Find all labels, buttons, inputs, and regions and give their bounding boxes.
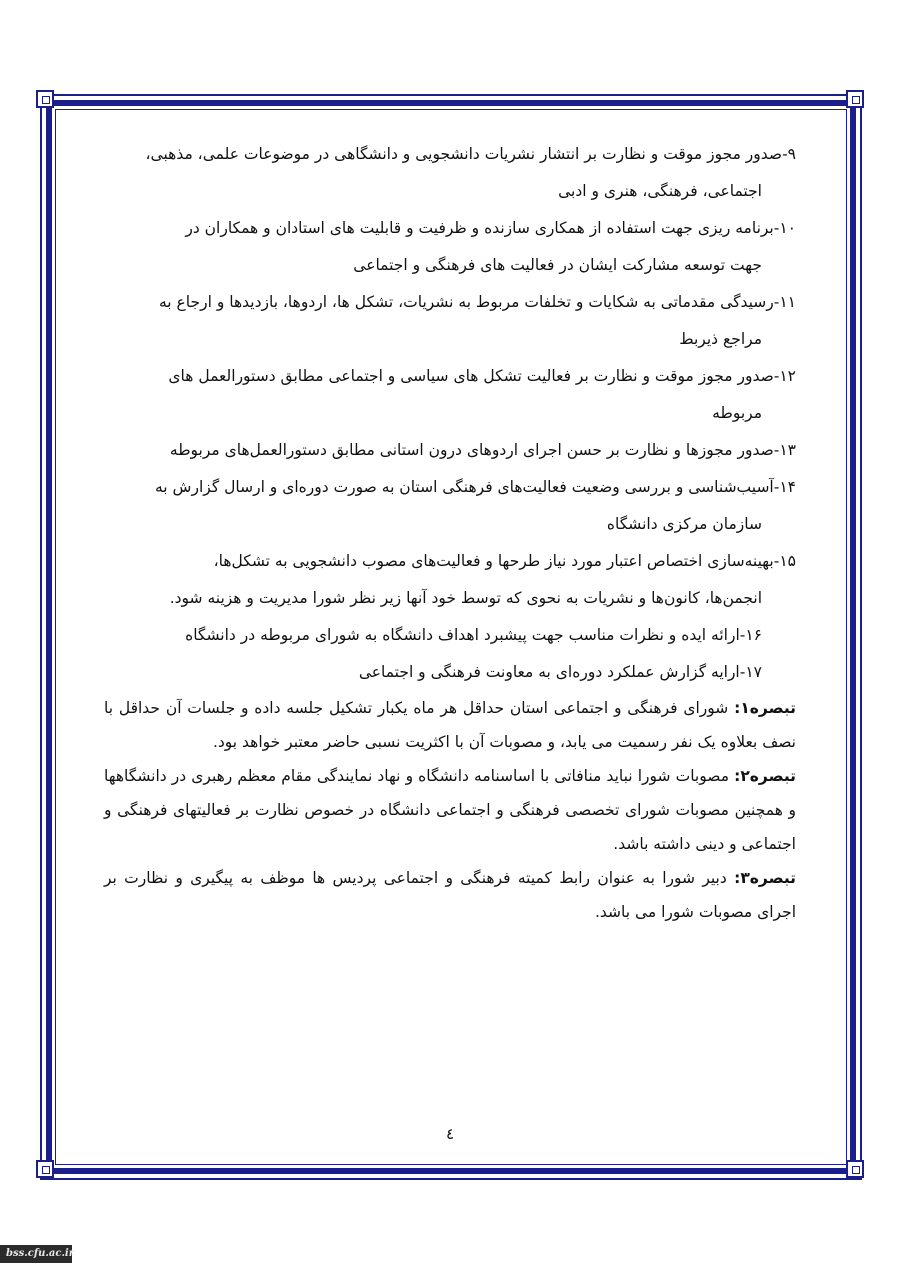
border-corner-ornament bbox=[846, 1160, 864, 1178]
document-body bbox=[104, 136, 796, 929]
note-label: تبصره۱: bbox=[734, 699, 796, 717]
list-item: ۱۶-ارائه ایده و نظرات مناسب جهت پیشبرد اهداف دانشگاه به شورای مربوطه در دانشگاه bbox=[185, 626, 762, 644]
border-corner-ornament bbox=[846, 90, 864, 108]
note-paragraph bbox=[104, 691, 796, 759]
list-item: ۱۳-صدور مجوزها و نظارت بر حسن اجرای اردوهای درون استانی مطابق دستورالعمل‌های مربوطه bbox=[169, 441, 796, 459]
note-label: تبصره۳: bbox=[734, 869, 796, 887]
list-item: ۱۴-آسیب‌شناسی و بررسی وضعیت فعالیت‌های فرهنگی استان به صورت دوره‌ای و ارسال گزارش به سازمان مرکزی دانشگاه bbox=[155, 478, 796, 533]
list-item: ۱۲-صدور مجوز موقت و نظارت بر فعالیت تشکل های سیاسی و اجتماعی مطابق دستورالعمل های مربوطه bbox=[168, 367, 796, 422]
site-watermark: bss.cfu.ac.ir bbox=[0, 1245, 72, 1263]
note-text: شورای فرهنگی و اجتماعی استان حداقل هر ماه یکبار تشکیل جلسه داده و جلسات آن حداقل با نصف بعلاوه یک نفر رسمیت می یابد، و مصوبات آن با اکثریت نسبی حاضر معتبر خواهد بود. bbox=[104, 699, 796, 751]
page-number: ٤ bbox=[445, 1125, 455, 1143]
note-text: دبیر شورا به عنوان رابط کمیته فرهنگی و اجتماعی پردیس ها موظف به پیگیری و نظارت بر اجرای مصوبات شورا می باشد. bbox=[104, 869, 796, 921]
border-corner-ornament bbox=[36, 1160, 54, 1178]
border-corner-ornament bbox=[36, 90, 54, 108]
note-paragraph bbox=[104, 759, 796, 861]
list-item: ۱۵-بهینه‌سازی اختصاص اعتبار مورد نیاز طرحها و فعالیت‌های مصوب دانشجویی به تشکل‌ها، انجمن‌ها، کانون‌ها و نشریات به نحوی که توسط خود آنها زیر نظر شورا مدیریت و هزینه شود. bbox=[169, 552, 796, 607]
note-text: مصوبات شورا نباید منافاتی با اساسنامه دانشگاه و نهاد نمایندگی مقام معظم رهبری در دانشگاهها و همچنین مصوبات شورای تخصصی فرهنگی و اجتماعی دانشگاه در خصوص نظارت بر فعالیتهای فرهنگی و اجتماعی و دینی داشته باشد. bbox=[104, 767, 796, 853]
note-label: تبصره۲: bbox=[734, 767, 796, 785]
list-item: ۱۱-رسیدگی مقدماتی به شکایات و تخلفات مربوط به نشریات، تشکل ها، اردوها، بازدیدها و ارجاع به مراجع ذیربط bbox=[159, 293, 796, 348]
list-item: ۱۰-برنامه ریزی جهت استفاده از همکاری سازنده و ظرفیت و قابلیت های استادان و همکاران در جهت توسعه مشارکت ایشان در فعالیت های فرهنگی و اجتماعی bbox=[185, 219, 796, 274]
note-paragraph bbox=[104, 861, 796, 929]
list-item: ۱۷-ارایه گزارش عملکرد دوره‌ای به معاونت فرهنگی و اجتماعی bbox=[358, 663, 762, 681]
list-item: ۹-صدور مجوز موقت و نظارت بر انتشار نشریات دانشجویی و دانشگاهی در موضوعات علمی، مذهبی، اجتماعی، فرهنگی، هنری و ادبی bbox=[145, 145, 796, 200]
